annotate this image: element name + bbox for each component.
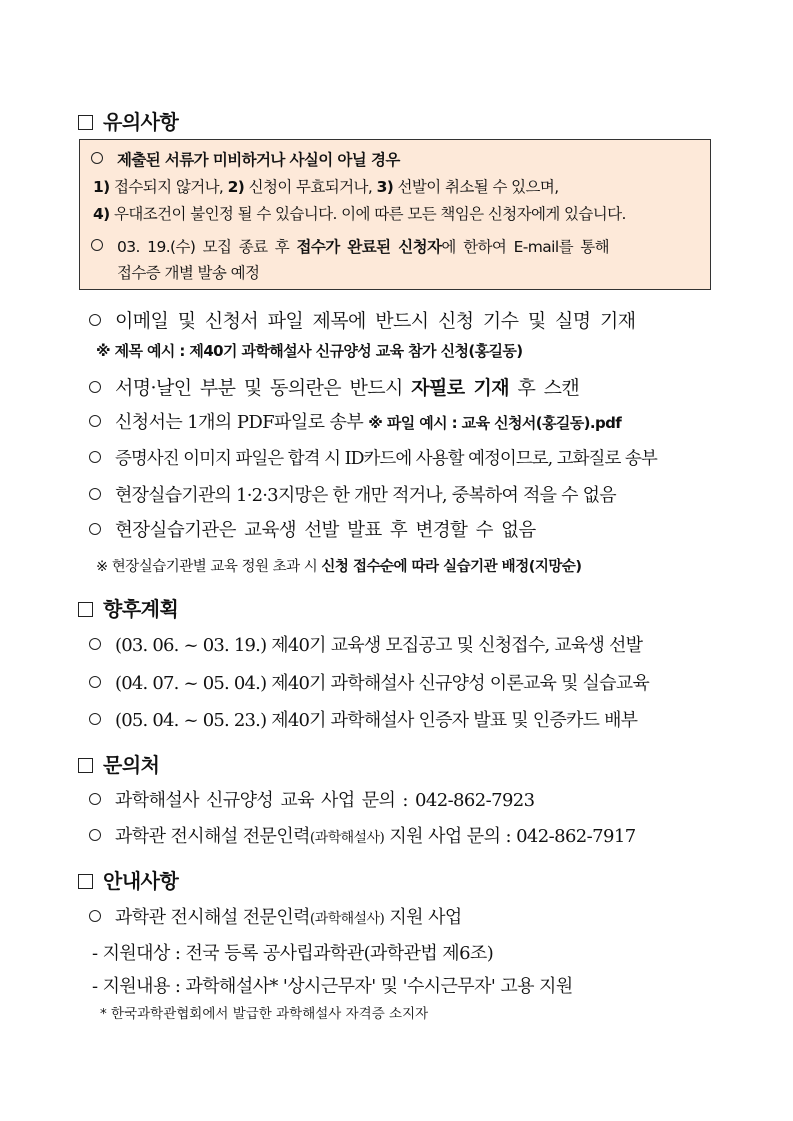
section-heading-plan: 향후계획 — [78, 593, 178, 622]
item-photo: 증명사진 이미지 파일은 합격 시 ID카드에 사용할 예정이므로, 고화질로 송부 — [89, 445, 657, 470]
circle-bullet-icon — [89, 451, 101, 463]
section-heading-contact: 문의처 — [78, 749, 159, 778]
info-footnote: * 한국과학관협회에서 발급한 과학해설사 자격증 소지자 — [100, 1006, 429, 1022]
plan-item: (04. 07. ~ 05. 04.) 제40기 과학해설사 신규양성 이론교육 및 실습교육 — [89, 669, 649, 695]
checkbox-square-icon — [78, 874, 93, 889]
notice-box — [79, 139, 711, 290]
plan-item: (03. 06. ~ 03. 19.) 제40기 교육생 모집공고 및 신청접수, 교육생 선발 — [89, 631, 642, 657]
section-heading-cautions: 유의사항 — [78, 106, 178, 135]
info-target: - 지원대상 : 전국 등록 공사립과학관(과학관법 제6조) — [92, 943, 494, 964]
circle-bullet-icon — [89, 415, 101, 427]
section-heading-info: 안내사항 — [78, 865, 178, 894]
contact-item-1: 과학해설사 신규양성 교육 사업 문의 : 042-862-7923 — [89, 786, 535, 812]
circle-bullet-icon — [91, 239, 103, 251]
circle-bullet-icon — [89, 314, 101, 326]
notice-line-3: 4) 우대조건이 불인정 될 수 있습니다. 이에 따른 모든 책임은 신청자에게 있습니다. — [93, 205, 626, 223]
info-content: - 지원내용 : 과학해설사* '상시근무자' 및 '수시근무자' 고용 지원 — [92, 976, 573, 997]
circle-bullet-icon — [89, 676, 101, 688]
email-example: ※ 제목 예시 : 제40기 과학해설사 신규양성 교육 참가 신청(홍길동) — [96, 342, 523, 360]
circle-bullet-icon — [89, 638, 101, 650]
checkbox-square-icon — [78, 602, 93, 617]
contact-item-2: 과학관 전시해설 전문인력(과학해설사) 지원 사업 문의 : 042-862-7917 — [89, 822, 636, 848]
plan-item: (05. 04. ~ 05. 23.) 제40기 과학해설사 인증자 발표 및 인증카드 배부 — [89, 706, 637, 732]
circle-bullet-icon — [89, 381, 101, 393]
circle-bullet-icon — [89, 793, 101, 805]
circle-bullet-icon — [91, 152, 103, 164]
info-item-1: 과학관 전시해설 전문인력(과학해설사) 지원 사업 — [89, 903, 462, 929]
notice-line-5: 접수증 개별 발송 예정 — [117, 264, 260, 282]
checkbox-square-icon — [78, 758, 93, 773]
item-pdf: 신청서는 1개의 PDF파일로 송부 ※ 파일 예시 : 교육 신청서(홍길동).pdf — [89, 408, 621, 434]
circle-bullet-icon — [89, 910, 101, 922]
circle-bullet-icon — [89, 829, 101, 841]
item-email-title: 이메일 및 신청서 파일 제목에 반드시 신청 기수 및 실명 기재 — [89, 306, 636, 333]
notice-line-4: 03. 19.(수) 모집 종료 후 접수가 완료된 신청자에 한하여 E-mail를 통해 — [91, 235, 609, 257]
item-choice: 현장실습기관의 1·2·3지망은 한 개만 적거나, 중복하여 적을 수 없음 — [89, 481, 616, 507]
circle-bullet-icon — [89, 488, 101, 500]
circle-bullet-icon — [89, 523, 101, 535]
item-signature: 서명·날인 부분 및 동의란은 반드시 자필로 기재 후 스캔 — [89, 373, 579, 400]
item-note: ※ 현장실습기관별 교육 정원 초과 시 신청 접수순에 따라 실습기관 배정(지망순) — [96, 559, 582, 575]
item-nochange: 현장실습기관은 교육생 선발 발표 후 변경할 수 없음 — [89, 516, 536, 542]
checkbox-square-icon — [78, 115, 93, 130]
notice-line-1: 제출된 서류가 미비하거나 사실이 아닐 경우 — [91, 148, 400, 170]
circle-bullet-icon — [89, 713, 101, 725]
notice-line-2: 1) 접수되지 않거나, 2) 신청이 무효되거나, 3) 선발이 취소될 수 있으며, — [93, 178, 559, 196]
